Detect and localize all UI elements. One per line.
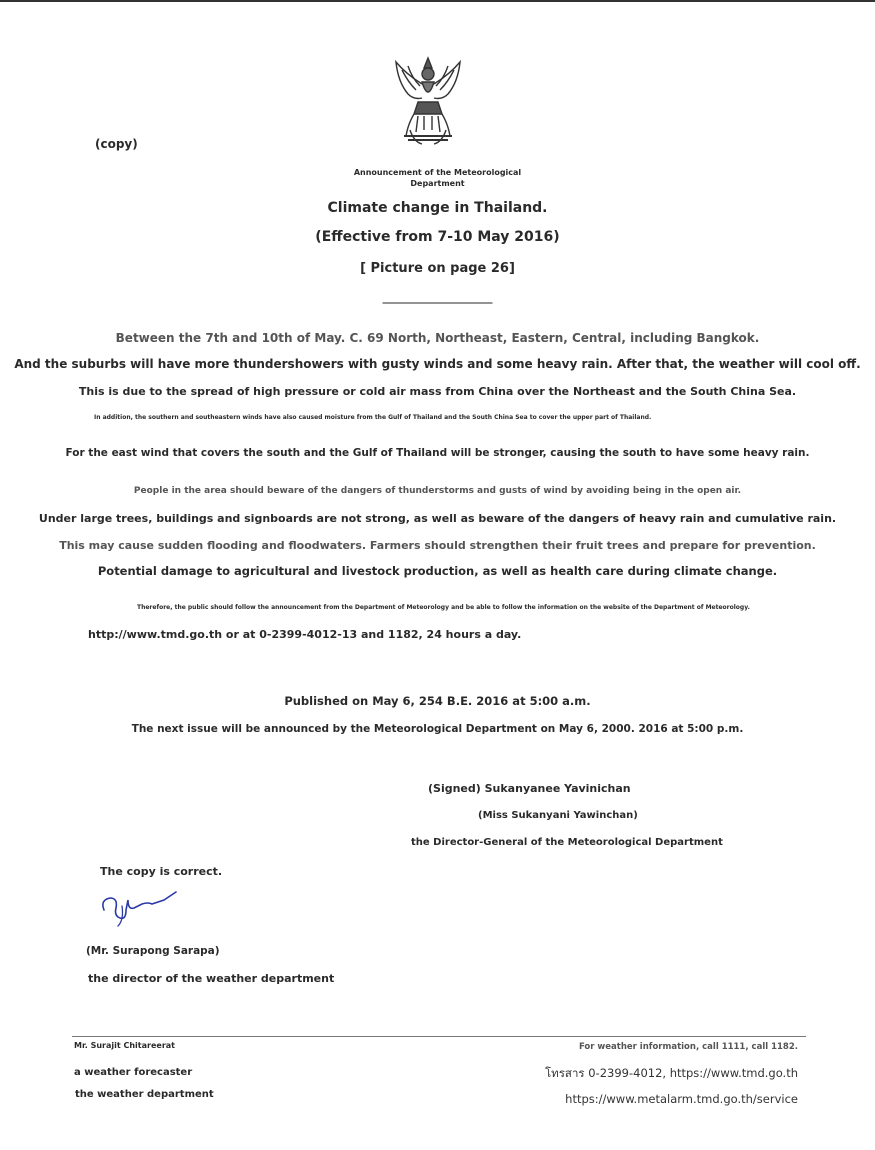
handwritten-signature (98, 886, 182, 928)
body-paragraph-4: In addition, the southern and southeastern winds have also caused moisture from the Gulf of Thailand and the South China Sea to cover the upper part of Thailand. (94, 414, 652, 421)
announcement-line-1: Announcement of the Meteorological (353, 168, 522, 177)
picture-reference: [ Picture on page 26] (360, 261, 515, 276)
copy-label: (copy) (95, 137, 138, 151)
body-paragraph-2: And the suburbs will have more thundershowers with gusty winds and some heavy rain. After that, the weather will cool off. (14, 357, 861, 371)
footer-fax-website: โทรสาร 0-2399-4012, https://www.tmd.go.th (545, 1066, 798, 1080)
body-paragraph-7: Under large trees, buildings and signboards are not strong, as well as beware of the dangers of heavy rain and cumulative rain. (38, 512, 837, 525)
copy-correct-line: The copy is correct. (100, 865, 223, 878)
signatory-name: (Miss Sukanyani Yawinchan) (478, 810, 638, 821)
body-paragraph-8: This may cause sudden flooding and floodwaters. Farmers should strengthen their fruit trees and prepare for prevention. (59, 539, 816, 552)
body-paragraph-3: This is due to the spread of high pressure or cold air mass from China over the Northeast and the South China Sea. (78, 385, 797, 398)
body-paragraph-1: Between the 7th and 10th of May. C. 69 North, Northeast, Eastern, Central, including Bangkok. (115, 331, 760, 345)
title-separator: ____________________ (382, 291, 493, 304)
signatory-position: the Director-General of the Meteorological Department (411, 837, 723, 848)
top-border-line (0, 0, 875, 2)
footer-divider (72, 1036, 806, 1037)
garuda-emblem-icon (388, 52, 468, 148)
body-paragraph-10: Therefore, the public should follow the announcement from the Department of Meteorology and be able to follow the information on the website of the Department of Meteorology. (137, 604, 750, 611)
announcement-line-2: Department (410, 179, 465, 188)
body-paragraph-9: Potential damage to agricultural and livestock production, as well as health care during climate change. (97, 564, 778, 578)
body-paragraph-6: People in the area should beware of the dangers of thunderstorms and gusts of wind by avoiding being in the open air. (133, 486, 742, 496)
published-line: Published on May 6, 254 B.E. 2016 at 5:00 a.m. (284, 694, 591, 708)
footer-forecaster-name: Mr. Surajit Chitareerat (74, 1041, 175, 1050)
effective-dates: (Effective from 7-10 May 2016) (315, 229, 560, 245)
body-paragraph-5: For the east wind that covers the south and the Gulf of Thailand will be stronger, causing the south to have some heavy rain. (65, 447, 810, 459)
document-title: Climate change in Thailand. (327, 200, 548, 216)
next-issue-line: The next issue will be announced by the Meteorological Department on May 6, 2000. 2016 at 5:00 p.m. (131, 723, 744, 735)
footer-forecaster-role: a weather forecaster (74, 1067, 193, 1078)
certifier-name: (Mr. Surapong Sarapa) (86, 945, 220, 957)
footer-weather-info: For weather information, call 1111, call 1182. (578, 1042, 798, 1052)
contact-line: http://www.tmd.go.th or at 0-2399-4012-13 and 1182, 24 hours a day. (88, 628, 522, 641)
footer-service-url: https://www.metalarm.tmd.go.th/service (565, 1092, 798, 1106)
footer-forecaster-dept: the weather department (75, 1089, 214, 1100)
certifier-position: the director of the weather department (88, 972, 335, 985)
signed-line: (Signed) Sukanyanee Yavinichan (428, 782, 631, 795)
